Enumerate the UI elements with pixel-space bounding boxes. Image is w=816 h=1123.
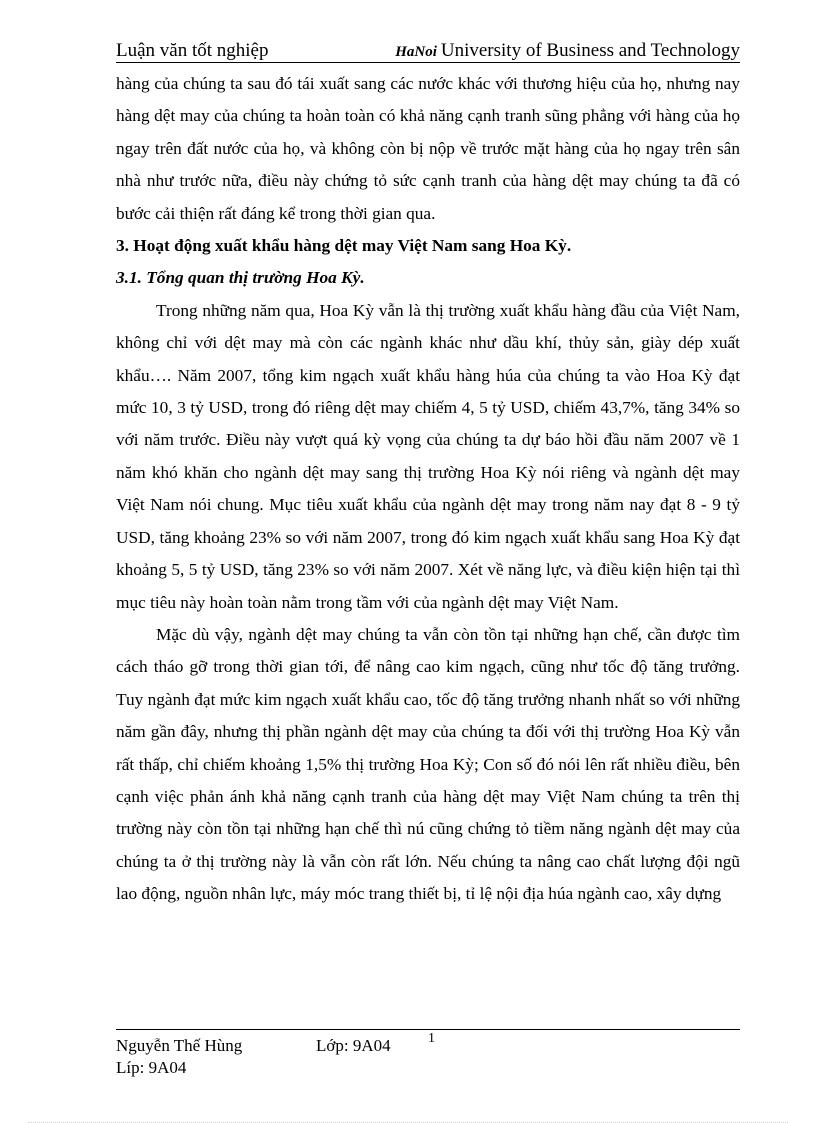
paragraph-overview: Trong những năm qua, Hoa Kỳ vẫn là thị trường xuất khẩu hàng đầu của Việt Nam, không chỉ với dệt may mà còn các ngành khác như dầu khí, thủy sản, giày dép xuất khẩu…. Năm 2007, tổng kim ngạch xuất khẩu hàng húa của chúng ta vào Hoa Kỳ đạt mức 10, 3 tỷ USD, trong đó riêng dệt may chiếm 4, 5 tỷ USD, chiếm 43,7%, tăng 34% so với năm trước. Điều này vượt quá kỳ vọng của chúng ta dự báo hồi đầu năm 2007 về 1 năm khó khăn cho ngành dệt may sang thị trường Hoa Kỳ nói riêng và ngành dệt may Việt Nam nói chung. Mục tiêu xuất khẩu của ngành dệt may trong năm nay đạt 8 - 9 tỷ USD, tăng khoảng 23% so với năm 2007, trong đó kim ngạch xuất khẩu sang Hoa Kỳ đạt khoảng 5, 5 tỷ USD, tăng 23% so với năm 2007. Xét về năng lực, và điều kiện hiện tại thì mục tiêu này hoàn toàn nằm trong tầm với của ngành dệt may Việt Nam. [116, 300, 740, 612]
footer-divider [116, 1029, 740, 1030]
header-thesis-label: Luận văn tốt nghiệp [116, 40, 269, 61]
page-header [116, 38, 740, 63]
footer-class: Lớp: 9A04 [316, 1036, 391, 1055]
subsection-heading-3-1: 3.1. Tổng quan thị trường Hoa Kỳ. [116, 268, 365, 288]
page-number: 1 [428, 1031, 435, 1046]
footer-author-name: Nguyễn Thế Hùng [116, 1036, 243, 1055]
section-heading-3: 3. Hoạt động xuất khẩu hàng dệt may Việt Nam sang Hoa Kỳ. [116, 236, 572, 256]
header-university-name: University of Business and Technology [440, 40, 740, 61]
document-body [116, 68, 740, 911]
footer-class-secondary: Líp: 9A04 [116, 1058, 187, 1077]
header-university [395, 40, 740, 62]
paragraph-continuation: hàng của chúng ta sau đó tái xuất sang các nước khác với thương hiệu của họ, nhưng nay hàng dệt may của chúng ta hoàn toàn có khả năng cạnh tranh sũng phẳng với hàng của họ ngay trên đất nước của họ, và không còn bị nộp về trước mặt hàng của họ ngay trên sân nhà như trước nữa, điều này chứng tỏ sức cạnh tranh của hàng dệt may chúng ta đã có bước cải thiện rất đáng kể trong thời gian qua. [116, 74, 740, 223]
paragraph-limitations: Mặc dù vậy, ngành dệt may chúng ta vẫn còn tồn tại những hạn chế, cần được tìm cách tháo gỡ trong thời gian tới, để nâng cao kim ngạch, cũng như tốc độ tăng trưởng. Tuy ngành đạt mức kim ngạch xuất khẩu cao, tốc độ tăng trưởng nhanh nhất so với những năm gần đây, nhưng thị phần ngành dệt may của chúng ta đối với thị trường Hoa Kỳ vẫn rất thấp, chỉ chiếm khoảng 1,5% thị trường Hoa Kỳ; Con số đó nói lên rất nhiều điều, bên cạnh việc phản ánh khả năng cạnh tranh của hàng dệt may Việt Nam chúng ta trên thị trường này còn tồn tại những hạn chế thì nú cũng chứng tỏ tiềm năng ngành dệt may của chúng ta ở thị trường này là vẫn còn rất lớn. Nếu chúng ta nâng cao chất lượng đội ngũ lao động, nguồn nhân lực, máy móc trang thiết bị, tỉ lệ nội địa húa ngành cao, xây dựng [116, 624, 740, 904]
header-script-logo: HaNoi [395, 44, 437, 60]
